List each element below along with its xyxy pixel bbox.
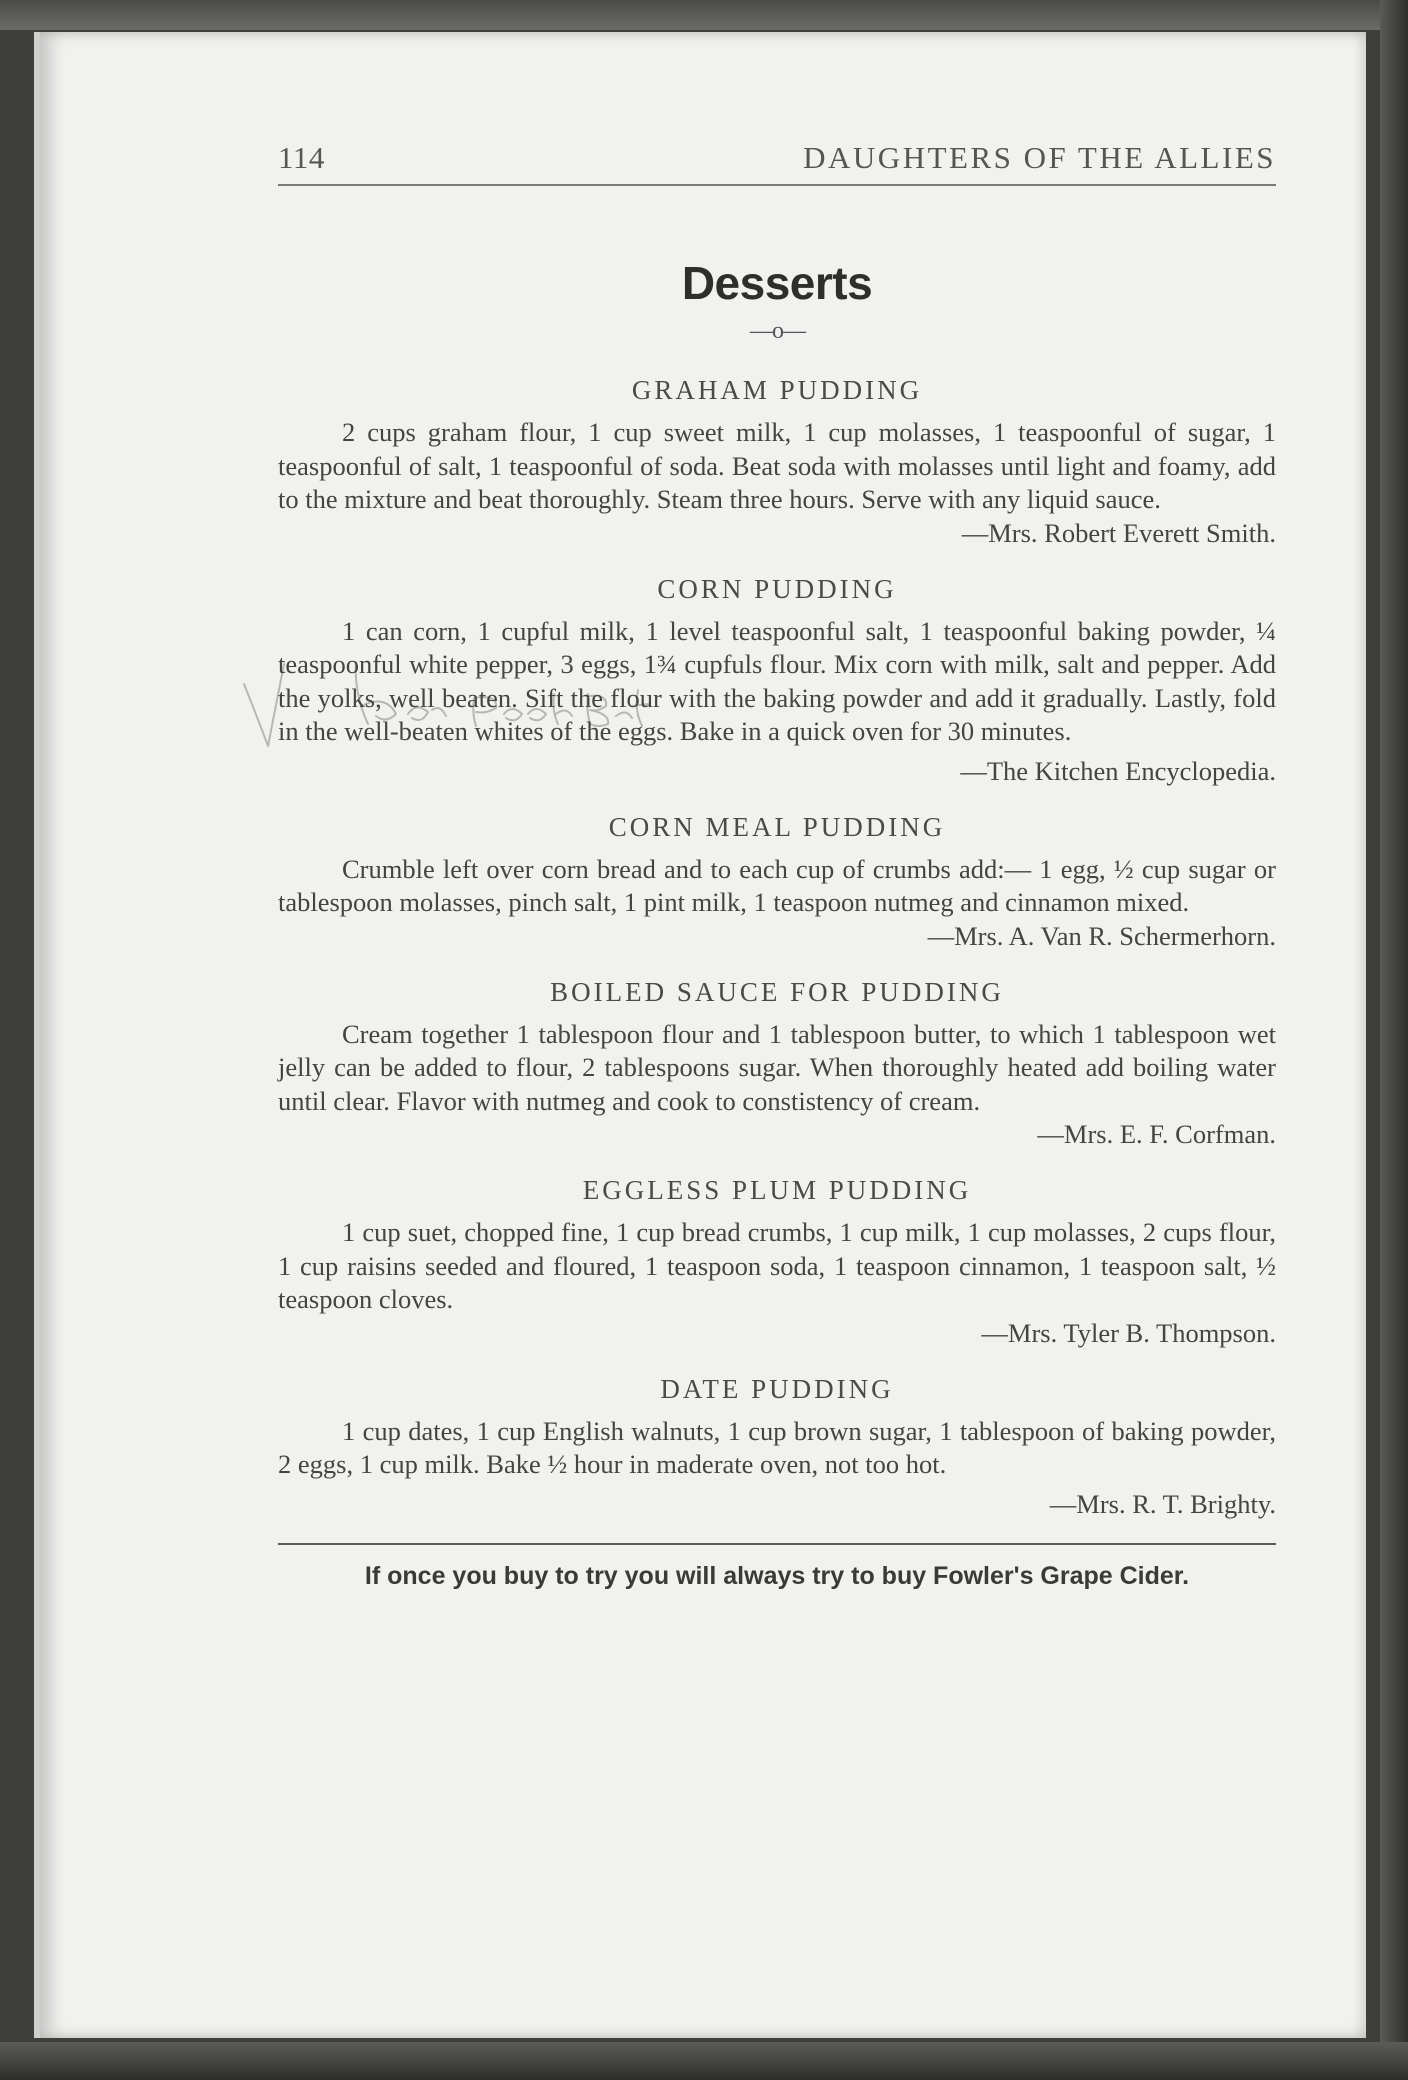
recipe-boiled-sauce bbox=[278, 977, 1276, 1152]
scan-edge-bottom bbox=[0, 2042, 1408, 2080]
recipe-graham-pudding bbox=[278, 375, 1276, 550]
recipe-body: 1 cup dates, 1 cup English walnuts, 1 cup brown sugar, 1 tablespoon of baking powder, 2 eggs, 1 cup milk. Bake ½ hour in maderate oven, not too hot. bbox=[278, 1415, 1276, 1479]
recipe-attribution: —The Kitchen Encyclopedia. bbox=[960, 755, 1276, 786]
recipe-body: 2 cups graham flour, 1 cup sweet milk, 1 cup molasses, 1 teaspoonful of sugar, 1 teaspoonful of salt, 1 teaspoonful of soda. Beat soda with molasses until light and foamy, add to the mixture and beat thoroughly. Steam three hours. Serve with any liquid sauce. bbox=[278, 417, 1276, 514]
recipe-corn-pudding bbox=[278, 574, 1276, 788]
scan-edge-right bbox=[1380, 0, 1408, 2080]
recipe-attribution: —Mrs. Tyler B. Thompson. bbox=[981, 1317, 1276, 1348]
recipe-date-pudding bbox=[278, 1374, 1276, 1521]
recipe-title: CORN MEAL PUDDING bbox=[608, 811, 946, 842]
ornament-divider: —o— bbox=[750, 318, 804, 344]
recipe-attribution: —Mrs. A. Van R. Schermerhorn. bbox=[927, 920, 1276, 951]
page-content bbox=[278, 140, 1276, 1593]
recipe-body: Crumble left over corn bread and to each cup of crumbs add:— 1 egg, ½ cup sugar or tablespoon molasses, pinch salt, 1 pint milk, 1 teaspoon nutmeg and cinnamon mixed. bbox=[278, 853, 1276, 917]
recipe-attribution: —Mrs. E. F. Corfman. bbox=[1037, 1119, 1276, 1149]
scan-edge-top bbox=[0, 0, 1408, 30]
book-title: DAUGHTERS OF THE ALLIES bbox=[803, 140, 1276, 175]
recipe-body: 1 cup suet, chopped fine, 1 cup bread crumbs, 1 cup milk, 1 cup molasses, 2 cups flour, 1 cup raisins seeded and floured, 1 teaspoon soda, 1 teaspoon cinnamon, 1 teaspoon salt, ½ teaspoon cloves. bbox=[278, 1217, 1276, 1314]
recipe-title: BOILED SAUCE FOR PUDDING bbox=[550, 976, 1004, 1007]
recipe-title: CORN PUDDING bbox=[657, 573, 897, 604]
recipe-title: DATE PUDDING bbox=[660, 1373, 894, 1404]
chapter-title: Desserts bbox=[681, 257, 873, 309]
recipe-corn-meal-pudding bbox=[278, 812, 1276, 953]
recipe-title: GRAHAM PUDDING bbox=[631, 375, 923, 405]
recipe-title: EGGLESS PLUM PUDDING bbox=[582, 1175, 972, 1205]
running-head bbox=[278, 140, 1276, 186]
footer-rule bbox=[278, 1543, 1276, 1545]
page-number: 114 bbox=[278, 140, 325, 175]
recipe-body: 1 can corn, 1 cupful milk, 1 level teaspoonful salt, 1 teaspoonful baking powder, ¼ teaspoonful white pepper, 3 eggs, 1¾ cupfuls flour. Mix corn with milk, salt and pepper. Add the yolks, well beaten. Sift the flour with the baking powder and add it gradually. Lastly, fold in the well-beaten whites of the eggs. Bake in a quick oven for 30 minutes. bbox=[278, 615, 1276, 746]
book-page bbox=[34, 32, 1366, 2038]
recipe-body: Cream together 1 tablespoon flour and 1 tablespoon butter, to which 1 tablespoon wet jelly can be added to flour, 2 tablespoons sugar. When thoroughly heated add boiling water until clear. Flavor with nutmeg and cook to constistency of cream. bbox=[278, 1018, 1276, 1116]
footer-advertisement: If once you buy to try you will always try to buy Fowler's Grape Cider. bbox=[364, 1561, 1190, 1590]
recipe-attribution: —Mrs. Robert Everett Smith. bbox=[961, 517, 1276, 548]
recipe-attribution: —Mrs. R. T. Brighty. bbox=[1049, 1488, 1276, 1519]
recipe-eggless-plum-pudding bbox=[278, 1175, 1276, 1350]
